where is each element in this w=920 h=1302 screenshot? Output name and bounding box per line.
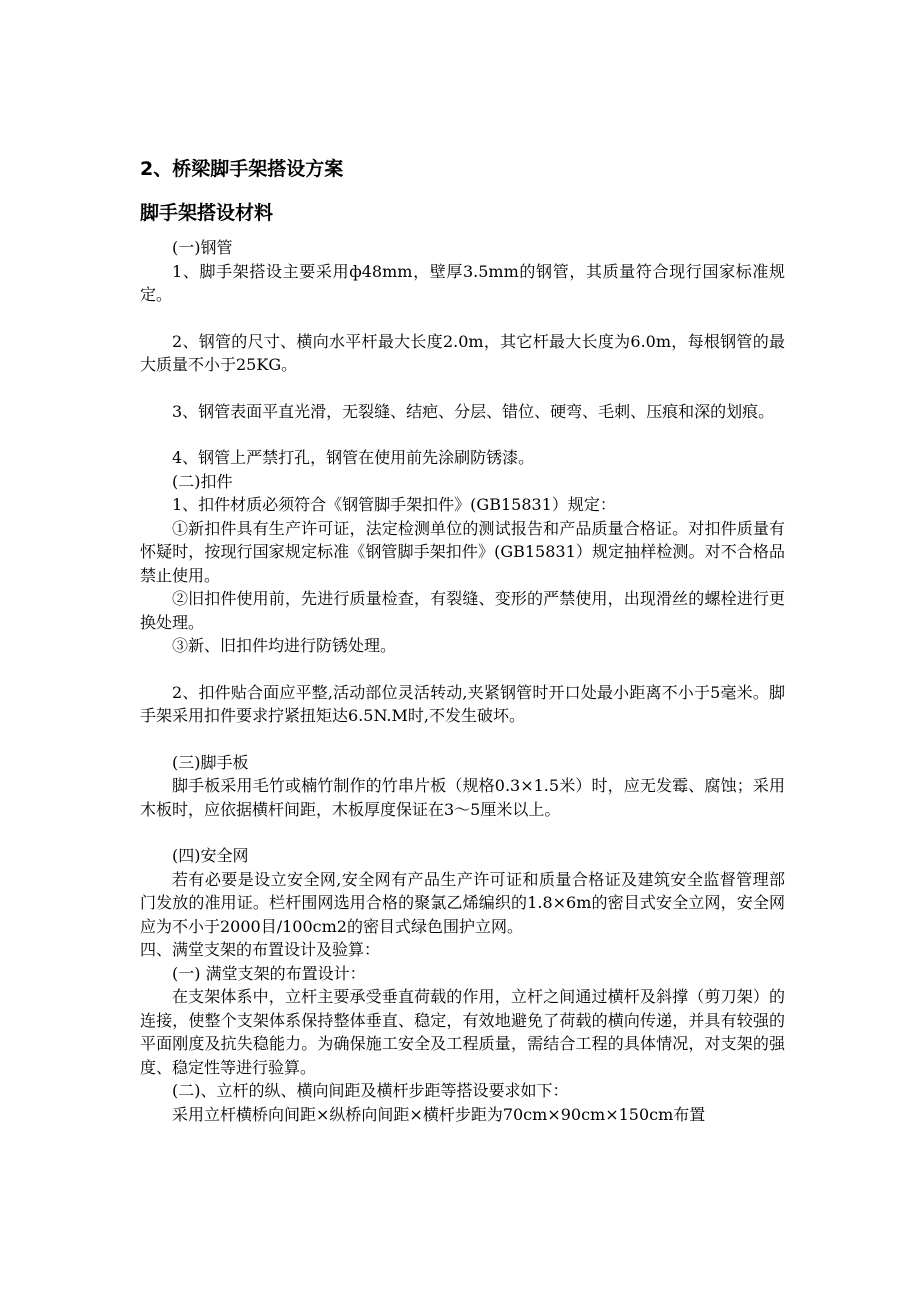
steel-pipe-item-4: 4、钢管上严禁打孔，钢管在使用前先涂刷防锈漆。	[172, 448, 535, 467]
spacer	[140, 728, 785, 751]
safety-net-heading: (四)安全网	[172, 846, 249, 865]
full-support-sub-1: (一) 满堂支架的布置设计：	[172, 963, 366, 983]
section-title: 脚手架搭设材料	[140, 202, 274, 224]
full-support-sub-2: (二)、立杆的纵、横向间距及横杆步距等搭设要求如下：	[172, 1081, 569, 1100]
full-support-para-1: 在支架体系中，立杆主要承受垂直荷载的作用，立杆之间通过横杆及斜撑（剪刀架）的连接，使整个支架体系保持整体垂直、稳定，有效地避免了荷载的横向传递，并具有较强的平面刚度及抗失稳能力。为确保施工安全及工程质量，需结合工程的具体情况，对支架的强度、稳定性等进行验算。	[140, 987, 785, 1077]
spacer	[140, 423, 785, 446]
fastener-item-1: 1、扣件材质必须符合《钢管脚手架扣件》(GB15831）规定：	[172, 495, 616, 514]
document-title: 2、桥梁脚手架搭设方案	[140, 158, 344, 180]
steel-pipe-heading: (一)钢管	[172, 238, 233, 257]
safety-net-item: 若有必要是设立安全网,安全网有产品生产许可证和质量合格证及建筑安全监督管理部门发放的准用证。栏杆围网选用合格的聚氯乙烯编织的1.8×6m的密目式安全立网，安全网应为不小于2000目/100cm2的密目式绿色围护立网。	[140, 869, 785, 936]
spacer	[140, 821, 785, 844]
full-support-heading: 四、满堂支架的布置设计及验算：	[140, 940, 381, 959]
steel-pipe-item-3: 3、钢管表面平直光滑，无裂缝、结疤、分层、错位、硬弯、毛刺、压痕和深的划痕。	[172, 401, 775, 421]
fastener-heading: (二)扣件	[172, 471, 233, 491]
scaffold-board-heading: (三)脚手板	[172, 752, 249, 772]
fastener-item-1c: ③新、旧扣件均进行防锈处理。	[172, 636, 397, 655]
fastener-item-1b: ②旧扣件使用前，先进行质量检查，有裂缝、变形的严禁使用，出现滑丝的螺栓进行更换处理。	[140, 589, 785, 632]
full-support-para-2: 采用立杆横桥向间距×纵桥向间距×横杆步距为70cm×90cm×150cm布置	[172, 1104, 706, 1124]
fastener-item-2: 2、扣件贴合面应平整,活动部位灵活转动,夹紧钢管时开口处最小距离不小于5毫米。脚手架采用扣件要求拧紧扭矩达6.5N.M时,不发生破坏。	[140, 682, 785, 725]
steel-pipe-item-1: 1、脚手架搭设主要采用ф48mm，壁厚3.5mm的钢管，其质量符合现行国家标准规定。	[140, 261, 785, 304]
scaffold-board-item: 脚手板采用毛竹或楠竹制作的竹串片板（规格0.3×1.5米）时，应无发霉、腐蚀；采用木板时，应依据横杆间距，木板厚度保证在3～5厘米以上。	[140, 776, 785, 819]
steel-pipe-item-2: 2、钢管的尺寸、横向水平杆最大长度2.0m，其它杆最大长度为6.0m，每根钢管的最大质量不小于25KG。	[140, 331, 785, 374]
spacer	[140, 658, 785, 681]
document-body	[140, 150, 785, 1126]
spacer	[140, 307, 785, 330]
fastener-item-1a: ①新扣件具有生产许可证，法定检测单位的测试报告和产品质量合格证。对扣件质量有怀疑时，按现行国家规定标准《钢管脚手架扣件》(GB15831）规定抽样检测。对不合格品禁止使用。	[140, 518, 785, 585]
spacer	[140, 377, 785, 400]
